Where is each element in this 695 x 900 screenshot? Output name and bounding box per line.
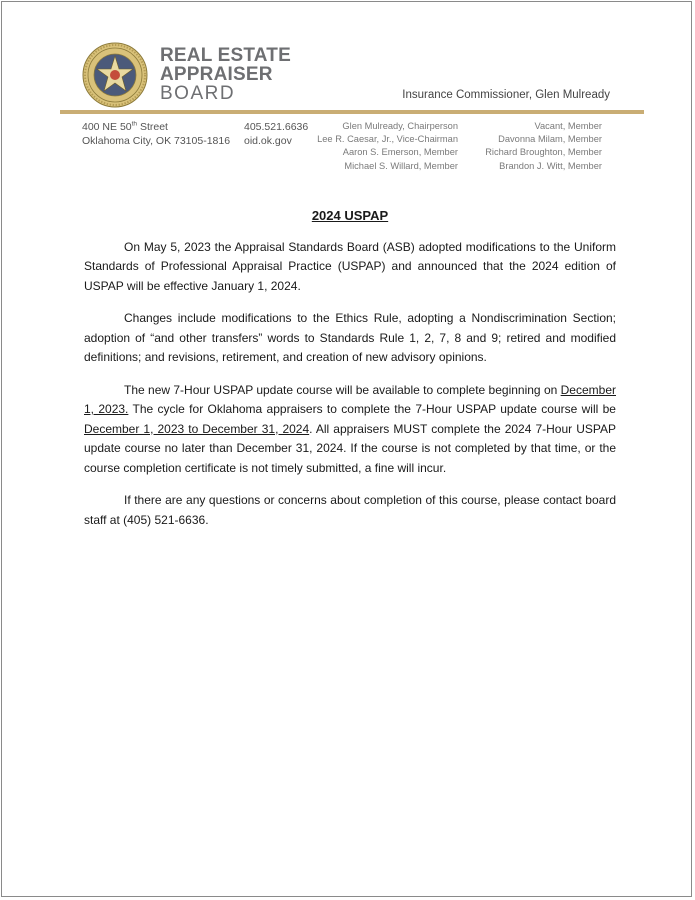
member-name: Richard Broughton, Member	[485, 147, 602, 158]
member-name: Lee R. Caesar, Jr., Vice-Chairman	[317, 134, 458, 145]
logo-line-1: REAL ESTATE	[160, 45, 291, 66]
logo-line-2: APPRAISER	[160, 64, 273, 85]
address-line-1: 400 NE 50th Street	[82, 120, 168, 133]
paragraph-2: Changes include modifications to the Ethics Rule, adopting a Nondiscrimination Section; adoption of “and other transfers” words to Standards Rule 1, 2, 7, 8 and 9; retired and modified definitions; and revisions, retirement, and creation of new advisory opinions.	[84, 311, 616, 364]
member-name: Davonna Milam, Member	[498, 134, 602, 145]
member-name: Glen Mulready, Chairperson	[342, 121, 458, 131]
paragraph-4: If there are any questions or concerns about completion of this course, please contact board staff at (405) 521-6636.	[84, 493, 616, 527]
office-address	[82, 120, 230, 148]
letter-body	[84, 206, 616, 543]
board-members-left	[317, 120, 458, 173]
letter-page	[1, 1, 692, 897]
cycle-dates: December 1, 2023 to December 31, 2024	[84, 421, 310, 436]
member-name: Michael S. Willard, Member	[344, 160, 458, 171]
board-logo-text	[160, 46, 291, 103]
start-date: December 1, 2023.	[84, 382, 616, 416]
paragraph-3: The new 7-Hour USPAP update course will be available to complete beginning on December 1, 2023. The cycle for Oklahoma appraisers to complete the 7-Hour USPAP update course will be December 1, 2023 to December 31, 2024. All appraisers MUST complete the 2024 7-Hour USPAP update course no later than December 31, 2024. If the course is not completed by that time, or the course completion certificate is not timely submitted, a fine will incur.	[84, 382, 616, 475]
document-title: 2024 USPAP	[311, 208, 389, 223]
office-phone: 405.521.6636	[244, 121, 309, 133]
logo-line-3: BOARD	[160, 83, 236, 104]
gold-divider	[60, 110, 644, 114]
office-contact	[244, 120, 308, 148]
member-name: Vacant, Member	[534, 121, 602, 131]
oklahoma-state-seal-icon	[82, 42, 148, 108]
member-name: Brandon J. Witt, Member	[499, 160, 602, 171]
member-name: Aaron S. Emerson, Member	[342, 147, 458, 158]
board-members-right	[485, 120, 602, 173]
insurance-commissioner: Insurance Commissioner, Glen Mulready	[402, 89, 610, 101]
office-website: oid.ok.gov	[244, 135, 292, 147]
paragraph-1: On May 5, 2023 the Appraisal Standards Board (ASB) adopted modifications to the Uniform Standards of Professional Appraisal Practice (USPAP) and announced that the 2024 edition of USPAP will be effective January 1, 2024.	[84, 239, 616, 293]
address-line-2: Oklahoma City, OK 73105-1816	[82, 135, 231, 147]
